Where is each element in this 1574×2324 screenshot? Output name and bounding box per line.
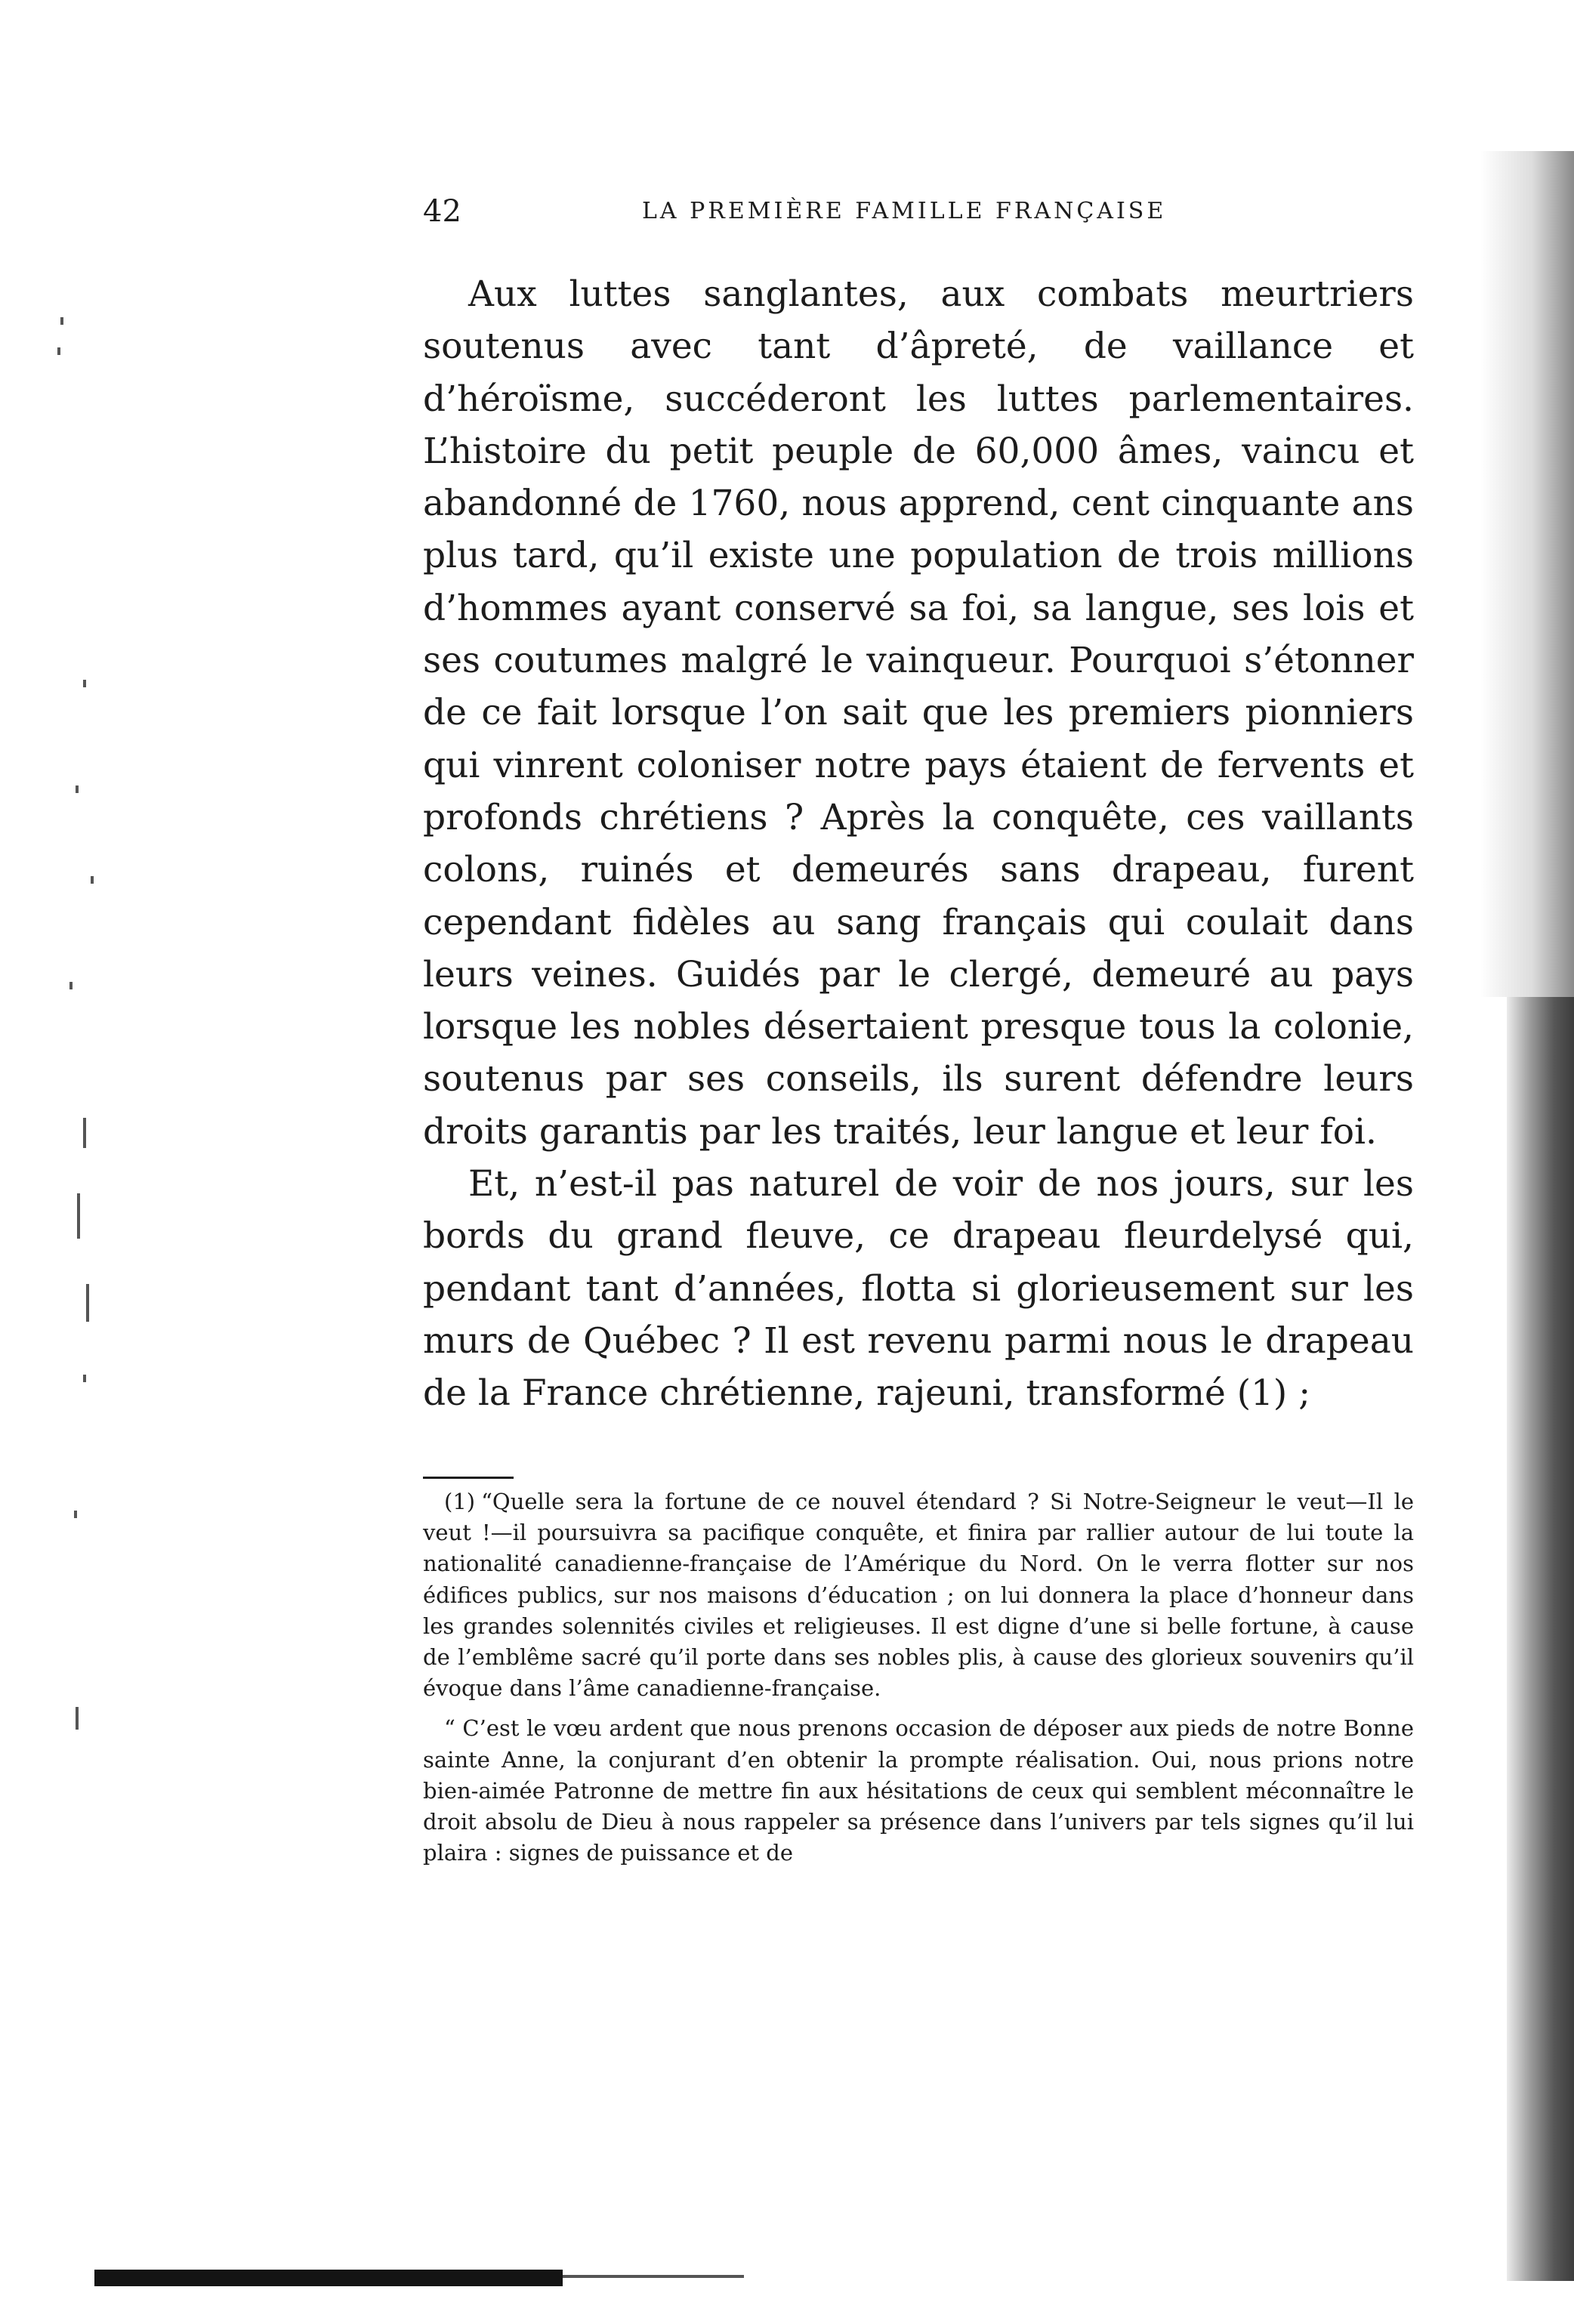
footnote-marker: (1)	[444, 1489, 476, 1514]
binding-shadow-upper	[1480, 151, 1574, 997]
scan-specks	[30, 302, 98, 1813]
footnote-divider	[423, 1477, 514, 1479]
scan-bottom-bar-tail	[563, 2275, 744, 2278]
footnote	[423, 1486, 1414, 1704]
running-title: LA PREMIÈRE FAMILLE FRANÇAISE	[642, 198, 1167, 224]
footnotes	[423, 1486, 1414, 1869]
main-text	[423, 268, 1414, 1420]
scan-bottom-bar	[94, 2270, 563, 2286]
paragraph: Aux luttes sanglantes, aux combats meurtriers soutenus avec tant d’âpreté, de vaillance et d’héroïsme, succéderont les luttes parlementaires. L’histoire du petit peuple de 60,000 âmes, vaincu et abandonné de 1760, nous apprend, cent cinquante ans plus tard, qu’il existe une population de trois millions d’hommes ayant conservé sa foi, sa langue, ses lois et ses coutumes malgré le vainqueur. Pourquoi s’étonner de ce fait lorsque l’on sait que les premiers pionniers qui vinrent coloniser notre pays étaient de fervents et profonds chrétiens ? Après la conquête, ces vaillants colons, ruinés et demeurés sans drapeau, furent cependant fidèles au sang français qui coulait dans leurs veines. Guidés par le clergé, demeuré au pays lorsque les nobles désertaient presque tous la colonie, soutenus par ses conseils, ils surent défendre leurs droits garantis par les traités, leur langue et leur foi.	[423, 273, 1414, 1153]
running-head	[423, 189, 1420, 234]
paragraph: Et, n’est-il pas naturel de voir de nos jours, sur les bords du grand fleuve, ce drapeau fleurdelysé qui, pendant tant d’années, flotta si glorieusement sur les murs de Québec ? Il est revenu parmi nous le drapeau de la France chrétienne, rajeuni, transformé (1) ;	[423, 1163, 1414, 1415]
page-number: 42	[423, 194, 461, 229]
binding-shadow	[1507, 997, 1574, 2281]
footnote-continuation: “ C’est le vœu ardent que nous prenons occasion de déposer aux pieds de notre Bonne sainte Anne, la conjurant d’en obtenir la prompte réalisation. Oui, nous prions notre bien-aimée Patronne de mettre fin aux hésitations de ceux qui semblent méconnaître le droit absolu de Dieu à nous rappeler sa présence dans l’univers par tels signes qu’il lui plaira : signes de puissance et de	[423, 1715, 1414, 1866]
footnote-text: “Quelle sera la fortune de ce nouvel étendard ? Si Notre-Seigneur le veut—Il le veut !—il poursuivra sa pacifique conquête, et finira par rallier autour de lui toute la nationalité canadienne-française de l’Amérique du Nord. On le verra flotter sur nos édifices publics, sur nos maisons d’éducation ; on lui donnera la place d’honneur dans les grandes solennités civiles et religieuses. Il est digne d’une si belle fortune, à cause de l’emblême sacré qu’il porte dans ses nobles plis, à cause des glorieux souvenirs qu’il évoque dans l’âme canadienne-française.	[423, 1489, 1414, 1702]
